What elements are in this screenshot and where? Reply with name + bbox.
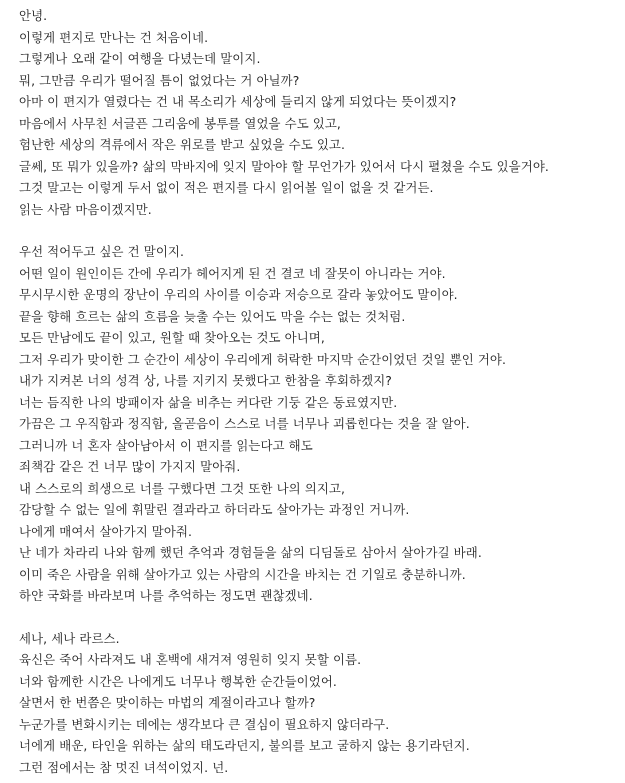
text-line: 너와 함께한 시간은 나에게도 너무나 행복한 순간들이었어. (19, 673, 337, 689)
text-line: 무시무시한 운명의 장난이 우리의 사이를 이승과 저승으로 갈라 놓았어도 말이야. (19, 287, 458, 302)
paragraph-closing (19, 628, 619, 779)
text-line: 이미 죽은 사람을 위해 살아가고 있는 사람의 시간을 바치는 건 기일로 충분하니까. (19, 566, 466, 582)
text-line: 누군가를 변화시키는 데에는 생각보다 큰 결심이 필요하지 않더라구. (19, 716, 390, 732)
text-line: 세나, 세나 라르스. (19, 630, 120, 646)
text-line: 그렇게나 오래 같이 여행을 다녔는데 말이지. (19, 51, 261, 66)
text-line: 우선 적어두고 싶은 건 말이지. (19, 244, 185, 259)
text-line: 하얀 국화를 바라보며 나를 추억하는 정도면 괜찮겠네. (19, 588, 313, 603)
text-line: 어떤 일이 원인이든 간에 우리가 헤어지게 된 건 결코 네 잘못이 아니라는 거야. (19, 265, 446, 281)
text-line: 나에게 매여서 살아가지 말아줘. (19, 523, 193, 539)
text-line: 그런 점에서는 참 멋진 녀석이었지. 넌. (19, 759, 229, 775)
text-line: 안녕. (19, 8, 48, 23)
text-line: 너는 듬직한 나의 방패이자 삶을 비추는 커다란 기둥 같은 동료였지만. (19, 394, 398, 410)
text-line: 그저 우리가 맞이한 그 순간이 세상이 우리에게 허락한 마지막 순간이었던 것일 뿐인 거야. (19, 351, 506, 367)
text-line: 그러니까 너 혼자 살아남아서 이 편지를 읽는다고 해도 (19, 437, 313, 453)
text-line: 내가 지켜본 너의 성격 상, 나를 지키지 못했다고 한참을 후회하겠지? (19, 373, 392, 388)
text-line: 난 네가 차라리 나와 함께 했던 추억과 경험들을 삶의 디딤돌로 삼아서 살아가길 바래. (19, 545, 482, 560)
text-line: 뭐, 그만큼 우리가 떨어질 틈이 없었다는 거 아닐까? (19, 72, 300, 88)
text-line: 그것 말고는 이렇게 두서 없이 적은 편지를 다시 읽어볼 일이 없을 것 같거든. (19, 180, 434, 195)
text-line: 너에게 배운, 타인을 위하는 삶의 태도라던지, 불의를 보고 굴하지 않는 용기라던지. (19, 738, 470, 753)
text-line: 육신은 죽어 사라져도 내 혼백에 새겨져 영원히 잊지 못할 이름. (19, 652, 362, 667)
text-line: 모든 만남에도 끝이 있고, 원할 때 찾아오는 것도 아니며, (19, 330, 325, 345)
text-line: 읽는 사람 마음이겠지만. (19, 201, 152, 217)
paragraph-greeting (19, 5, 619, 220)
text-line: 끝을 향해 흐르는 삶의 흐름을 늦출 수는 있어도 막을 수는 없는 것처럼. (19, 308, 406, 324)
text-line: 감당할 수 없는 일에 휘말린 결과라고 하더라도 살아가는 과정인 거니까. (19, 502, 410, 517)
text-line: 내 스스로의 희생으로 너를 구했다면 그것 또한 나의 의지고, (19, 480, 346, 496)
text-line: 죄책감 같은 건 너무 많이 가지지 말아줘. (19, 459, 241, 474)
text-line: 가끔은 그 우직함과 정직함, 올곧음이 스스로 너를 너무나 괴롭힌다는 것을 잘 알아. (19, 416, 470, 431)
letter-document (19, 5, 619, 778)
text-line: 아마 이 편지가 열렸다는 건 내 목소리가 세상에 들리지 않게 되었다는 뜻이겠지? (19, 94, 457, 109)
text-line: 살면서 한 번쯤은 맞이하는 마법의 계절이라고나 할까? (19, 695, 316, 710)
text-line: 글쎄, 또 뭐가 있을까? 삶의 막바지에 잊지 말아야 할 무언가가 있어서 다시 펼쳤을 수도 있을거야. (19, 158, 549, 174)
text-line: 험난한 세상의 격류에서 작은 위로를 받고 싶었을 수도 있고. (19, 137, 346, 152)
text-line: 마음에서 사무친 서글픈 그리움에 봉투를 열었을 수도 있고, (19, 115, 341, 131)
text-line: 이렇게 편지로 만나는 건 처음이네. (19, 29, 209, 45)
paragraph-body (19, 241, 619, 607)
